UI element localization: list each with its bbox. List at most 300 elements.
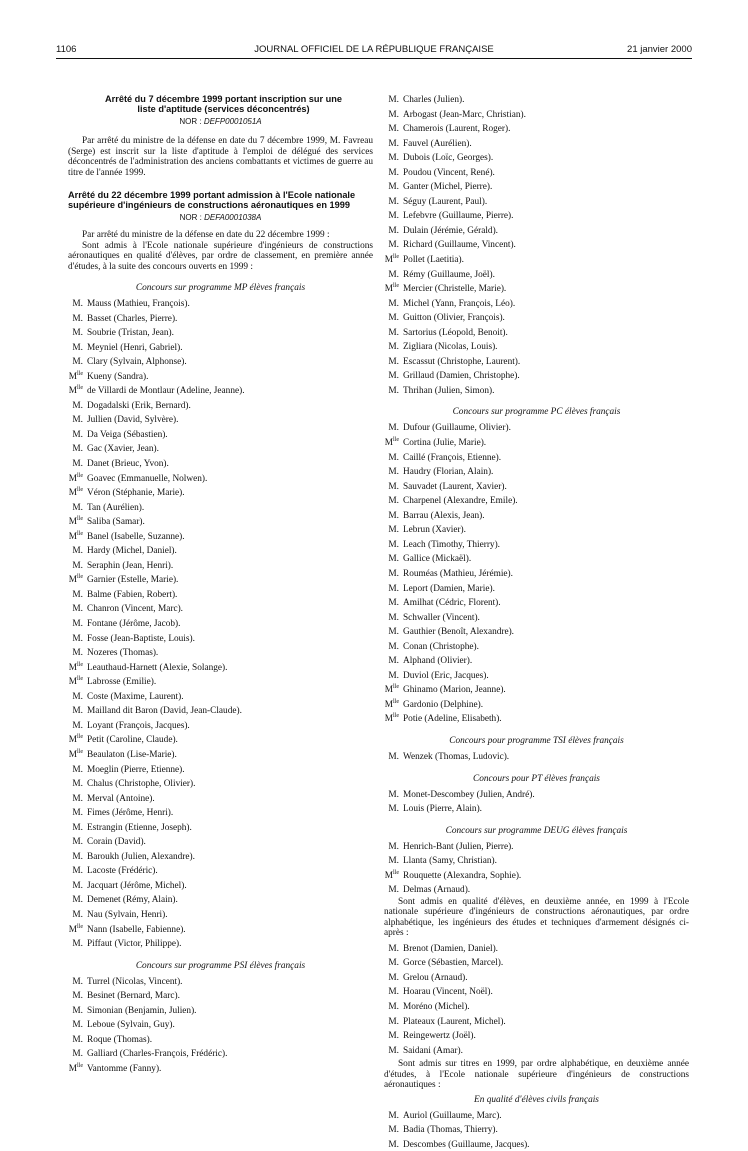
honorific: $M^{lle}$: [68, 472, 83, 484]
list-item: [384, 493, 689, 508]
honorific: M.: [388, 1110, 399, 1121]
person-name: Chanron (Vincent, Marc).: [87, 604, 183, 615]
list-item: [68, 441, 373, 456]
person-name: Brenot (Damien, Daniel).: [403, 943, 499, 954]
person-name: Schwaller (Vincent).: [403, 612, 480, 623]
page-header: [56, 44, 692, 58]
honorific: $M^{lle}$: [68, 661, 83, 673]
person-name: Arbogast (Jean-Marc, Christian).: [403, 109, 526, 120]
list-item: [68, 529, 373, 544]
honorific: $M^{lle}$: [68, 734, 83, 746]
list-item: [384, 252, 689, 267]
honorific: M.: [72, 430, 83, 441]
person-name: Kueny (Sandra).: [87, 371, 149, 382]
list-item: [384, 267, 689, 282]
person-name: Cortina (Julie, Marie).: [403, 438, 487, 449]
honorific: M.: [388, 481, 399, 492]
person-name: Badia (Thomas, Thierry).: [403, 1125, 498, 1136]
person-name: Rouméas (Mathieu, Jérémie).: [403, 569, 513, 580]
nor-code: DEFA0001038A: [204, 213, 262, 222]
honorific: M.: [72, 851, 83, 862]
person-name: Lefebvre (Guillaume, Pierre).: [403, 211, 514, 222]
honorific: M.: [388, 510, 399, 521]
list-item: [68, 587, 373, 602]
honorific: M.: [388, 1045, 399, 1056]
honorific: M.: [388, 182, 399, 193]
person-name: Clary (Sylvain, Alphonse).: [87, 357, 187, 368]
person-name: Hoarau (Vincent, Noël).: [403, 987, 493, 998]
list-item: [384, 551, 689, 566]
honorific: M.: [388, 598, 399, 609]
list-item: [384, 107, 689, 122]
list-item: [384, 595, 689, 610]
person-name: Leboue (Sylvain, Guy).: [87, 1020, 175, 1031]
list-item: [68, 834, 373, 849]
person-name: Thrihan (Julien, Simon).: [403, 386, 495, 397]
person-name: Dogadalski (Erik, Bernard).: [87, 400, 191, 411]
honorific: M.: [388, 386, 399, 397]
list-item: [384, 787, 689, 802]
list-item: [384, 223, 689, 238]
honorific: $M^{lle}$: [68, 1062, 83, 1074]
list-item: [68, 849, 373, 864]
honorific: M.: [388, 196, 399, 207]
honorific: M.: [388, 539, 399, 550]
journal-title: JOURNAL OFFICIEL DE LA RÉPUBLIQUE FRANÇAISE: [254, 44, 494, 55]
list-item: [384, 179, 689, 194]
person-name: Gardonio (Delphine).: [403, 699, 484, 710]
list-item: [68, 878, 373, 893]
person-name: Hardy (Michel, Daniel).: [87, 546, 177, 557]
list-item: [68, 412, 373, 427]
arrete1-body: Par arrêté du ministre de la défense en date du 7 décembre 1999, M. Favreau (Serge) est inscrit sur la liste d'aptitude à l'emploi de délégué des services déconcentrés de l'administration des anciens combattants et victimes de guerre au titre de l'année 1999.: [68, 136, 373, 178]
person-name: Barrau (Alexis, Jean).: [403, 510, 485, 521]
honorific: M.: [72, 976, 83, 987]
person-name: Gauthier (Benoît, Alexandre).: [403, 627, 515, 638]
second-year-paragraph: Sont admis en qualité d'élèves, en deuxième année, en 1999 à l'Ecole nationale supérieure d'ingénieurs de constructions aéronautiques, par ordre alphabétique, les ingénieurs des études et techniques d'armement désignés ci-après :: [384, 896, 689, 939]
honorific: M.: [388, 670, 399, 681]
list-item: [384, 281, 689, 296]
person-name: Mercier (Christelle, Marie).: [403, 284, 507, 295]
honorific: $M^{lle}$: [68, 370, 83, 382]
arrete2-intro2: Sont admis à l'Ecole nationale supérieure d'ingénieurs de constructions aéronautiques en qualité d'élèves, par ordre de classement, en première année d'études, à la suite des concours ouverts en 1999 :: [68, 240, 373, 272]
honorific: M.: [72, 793, 83, 804]
list-item: [384, 121, 689, 136]
person-name: Moeglin (Pierre, Etienne).: [87, 764, 185, 775]
honorific: M.: [72, 328, 83, 339]
list-item: [68, 936, 373, 951]
honorific: $M^{lle}$: [68, 923, 83, 935]
honorific: M.: [388, 371, 399, 382]
pt-heading: Concours pour PT élèves français: [473, 773, 600, 784]
person-name: Fontane (Jérôme, Jacob).: [87, 619, 181, 630]
honorific: M.: [388, 226, 399, 237]
person-name: Potie (Adeline, Elisabeth).: [403, 714, 502, 725]
person-name: Balme (Fabien, Robert).: [87, 590, 178, 601]
person-name: Turrel (Nicolas, Vincent).: [87, 976, 183, 987]
list-item: [384, 310, 689, 325]
person-name: Delmas (Arnaud).: [403, 885, 471, 896]
person-name: Leauthaud-Harnett (Alexie, Solange).: [87, 662, 228, 673]
list-item: [384, 970, 689, 985]
person-name: Garnier (Estelle, Marie).: [87, 575, 179, 586]
honorific: M.: [72, 691, 83, 702]
titres-paragraph: Sont admis sur titres en 1999, par ordre alphabétique, en deuxième année d'études, à l'Ecole nationale supérieure d'ingénieurs de constructions aéronautiques :: [384, 1059, 689, 1091]
deug-list: [384, 839, 689, 897]
honorific: M.: [72, 633, 83, 644]
honorific: M.: [72, 866, 83, 877]
person-name: Demenet (Rémy, Alain).: [87, 895, 178, 906]
person-name: Descombes (Guillaume, Jacques).: [403, 1139, 530, 1150]
person-name: Estrangin (Etienne, Joseph).: [87, 822, 192, 833]
person-name: Galliard (Charles-François, Frédéric).: [87, 1049, 228, 1060]
honorific: M.: [388, 569, 399, 580]
list-item: [384, 136, 689, 151]
list-item: [384, 508, 689, 523]
person-name: Sartorius (Léopold, Benoit).: [403, 327, 508, 338]
honorific: M.: [72, 604, 83, 615]
list-item: [384, 435, 689, 450]
person-name: Llanta (Samy, Christian).: [403, 856, 497, 867]
honorific: M.: [72, 837, 83, 848]
list-item: [68, 485, 373, 500]
honorific: $M^{lle}$: [384, 254, 399, 266]
honorific: M.: [72, 991, 83, 1002]
nor-label: NOR :: [179, 213, 202, 222]
person-name: Fimes (Jérôme, Henri).: [87, 808, 174, 819]
page-number: 1106: [56, 44, 77, 55]
person-name: Saidani (Amar).: [403, 1045, 463, 1056]
honorific: M.: [388, 356, 399, 367]
list-item: [68, 732, 373, 747]
person-name: Grelou (Arnaud).: [403, 972, 468, 983]
person-name: Nozeres (Thomas).: [87, 648, 159, 659]
list-item: [384, 325, 689, 340]
honorific: M.: [388, 641, 399, 652]
honorific: M.: [388, 554, 399, 565]
list-item: [68, 762, 373, 777]
honorific: M.: [72, 822, 83, 833]
list-item: [384, 368, 689, 383]
list-item: [68, 660, 373, 675]
honorific: M.: [388, 841, 399, 852]
list-item: [384, 882, 689, 897]
mp-heading: Concours sur programme MP élèves français: [135, 283, 306, 293]
honorific: M.: [388, 1031, 399, 1042]
honorific: M.: [72, 880, 83, 891]
list-item: [384, 464, 689, 479]
arrete1-title: Arrêté du 7 décembre 1999 portant inscription sur une liste d'aptitude (services déconcentrés): [105, 94, 342, 114]
honorific: M.: [388, 612, 399, 623]
list-item: [384, 296, 689, 311]
list-item: [68, 616, 373, 631]
honorific: M.: [72, 895, 83, 906]
honorific: M.: [72, 1005, 83, 1016]
person-name: Da Veiga (Sébastien).: [87, 430, 168, 441]
person-name: Jacquart (Jérôme, Michel).: [87, 880, 187, 891]
honorific: M.: [72, 299, 83, 310]
list-item: [68, 1017, 373, 1032]
person-name: Jullien (David, Sylvère).: [87, 415, 179, 426]
honorific: M.: [72, 502, 83, 513]
person-name: Basset (Charles, Pierre).: [87, 313, 178, 324]
person-name: Dufour (Guillaume, Olivier).: [403, 423, 511, 434]
person-name: Séguy (Laurent, Paul).: [403, 196, 488, 207]
honorific: M.: [72, 1020, 83, 1031]
honorific: M.: [72, 546, 83, 557]
honorific: M.: [388, 211, 399, 222]
person-name: Charpenel (Alexandre, Emile).: [403, 496, 518, 507]
list-item: [384, 868, 689, 883]
list-item: [384, 624, 689, 639]
list-item: [384, 801, 689, 816]
person-name: Gac (Xavier, Jean).: [87, 444, 159, 455]
honorific: M.: [388, 958, 399, 969]
person-name: Goavec (Emmanuelle, Nolwen).: [87, 473, 208, 484]
list-item: [384, 653, 689, 668]
list-item: [68, 631, 373, 646]
honorific: M.: [388, 583, 399, 594]
list-item: [68, 1061, 373, 1076]
list-item: [384, 941, 689, 956]
left-column: [68, 94, 373, 1075]
list-item: [68, 645, 373, 660]
honorific: M.: [388, 269, 399, 280]
honorific: M.: [388, 124, 399, 135]
list-item: [68, 1003, 373, 1018]
person-name: Auriol (Guillaume, Marc).: [403, 1110, 502, 1121]
honorific: M.: [72, 720, 83, 731]
honorific: M.: [388, 342, 399, 353]
list-item: [68, 500, 373, 515]
list-item: [384, 581, 689, 596]
list-item: [68, 974, 373, 989]
list-item: [68, 369, 373, 384]
mp-list: [68, 296, 373, 951]
person-name: Loyant (François, Jacques).: [87, 720, 190, 731]
list-item: [384, 208, 689, 223]
list-item: [68, 776, 373, 791]
list-item: [384, 522, 689, 537]
list-item: [68, 1032, 373, 1047]
honorific: M.: [388, 109, 399, 120]
honorific: M.: [72, 313, 83, 324]
list-item: [68, 398, 373, 413]
honorific: M.: [388, 496, 399, 507]
list-item: [384, 668, 689, 683]
list-item: [384, 853, 689, 868]
list-item: [384, 354, 689, 369]
list-item: [68, 791, 373, 806]
second-year-list: [384, 941, 689, 1057]
person-name: Seraphin (Jean, Henri).: [87, 560, 174, 571]
list-item: [384, 1043, 689, 1058]
list-item: [68, 820, 373, 835]
list-item: [68, 383, 373, 398]
list-item: [68, 543, 373, 558]
list-item: [68, 892, 373, 907]
list-item: [384, 237, 689, 252]
list-item: [384, 1122, 689, 1137]
person-name: Fosse (Jean-Baptiste, Louis).: [87, 633, 195, 644]
list-item: [384, 697, 689, 712]
honorific: M.: [72, 1034, 83, 1045]
person-name: Sauvadet (Laurent, Xavier).: [403, 481, 507, 492]
honorific: M.: [72, 459, 83, 470]
honorific: M.: [388, 240, 399, 251]
list-item: [68, 325, 373, 340]
person-name: Michel (Yann, François, Léo).: [403, 298, 516, 309]
person-name: Ghinamo (Marion, Jeanne).: [403, 685, 506, 696]
right-column: [384, 92, 689, 1151]
person-name: Roque (Thomas).: [87, 1034, 153, 1045]
list-item: [384, 339, 689, 354]
honorific: M.: [72, 648, 83, 659]
person-name: Banel (Isabelle, Suzanne).: [87, 531, 185, 542]
person-name: Rémy (Guillaume, Joël).: [403, 269, 495, 280]
pc-heading: Concours sur programme PC élèves français: [452, 407, 621, 418]
person-name: Merval (Antoine).: [87, 793, 155, 804]
honorific: M.: [72, 764, 83, 775]
pt-list: [384, 787, 689, 816]
tsi-list: [384, 749, 689, 764]
person-name: Tan (Aurélien).: [87, 502, 145, 513]
list-item: [68, 514, 373, 529]
person-name: Chalus (Christophe, Olivier).: [87, 779, 196, 790]
honorific: M.: [388, 1125, 399, 1136]
honorific: M.: [388, 1139, 399, 1150]
honorific: $M^{lle}$: [384, 684, 399, 696]
person-name: Pollet (Laetitia).: [403, 255, 464, 266]
list-item: [384, 639, 689, 654]
person-name: Danet (Brieuc, Yvon).: [87, 459, 169, 470]
person-name: Monet-Descombey (Julien, André).: [403, 789, 535, 800]
list-item: [68, 747, 373, 762]
person-name: Baroukh (Julien, Alexandre).: [87, 851, 195, 862]
list-item: [68, 558, 373, 573]
list-item: [384, 682, 689, 697]
honorific: M.: [388, 789, 399, 800]
person-name: Conan (Christophe).: [403, 641, 479, 652]
honorific: M.: [388, 987, 399, 998]
list-item: [68, 922, 373, 937]
honorific: $M^{lle}$: [68, 487, 83, 499]
arrete1-nor: [68, 117, 373, 126]
person-name: Piffaut (Victor, Philippe).: [87, 939, 182, 950]
arrete2-nor: [68, 213, 373, 222]
person-name: Charles (Julien).: [403, 95, 465, 106]
header-rule: [56, 58, 692, 59]
honorific: M.: [72, 779, 83, 790]
person-name: Coste (Maxime, Laurent).: [87, 691, 184, 702]
list-item: [384, 1028, 689, 1043]
list-item: [384, 383, 689, 398]
person-name: Saliba (Samar).: [87, 517, 145, 528]
person-name: Moréno (Michel).: [403, 1002, 470, 1013]
person-name: Louis (Pierre, Alain).: [403, 804, 483, 815]
arrete2-intro1: Par arrêté du ministre de la défense en date du 22 décembre 1999 :: [82, 230, 330, 240]
list-item: [68, 572, 373, 587]
person-name: Vantomme (Fanny).: [87, 1063, 162, 1074]
tsi-heading: Concours pour programme TSI élèves français: [449, 735, 624, 746]
list-item: [384, 984, 689, 999]
honorific: $M^{lle}$: [384, 869, 399, 881]
list-item: [68, 805, 373, 820]
honorific: $M^{lle}$: [384, 283, 399, 295]
list-item: [384, 839, 689, 854]
person-name: Nau (Sylvain, Henri).: [87, 910, 168, 921]
person-name: Soubrie (Tristan, Jean).: [87, 328, 174, 339]
honorific: M.: [388, 138, 399, 149]
list-item: [384, 610, 689, 625]
list-item: [68, 703, 373, 718]
person-name: Caillé (François, Etienne).: [403, 452, 502, 463]
list-item: [68, 988, 373, 1003]
list-item: [68, 601, 373, 616]
honorific: M.: [388, 298, 399, 309]
list-item: [384, 999, 689, 1014]
person-name: Richard (Guillaume, Vincent).: [403, 240, 516, 251]
psi-list-right: [384, 92, 689, 397]
honorific: $M^{lle}$: [68, 748, 83, 761]
person-name: Duviol (Eric, Jacques).: [403, 670, 489, 681]
psi-list-left: [68, 974, 373, 1076]
person-name: Mailland dit Baron (David, Jean-Claude).: [87, 706, 242, 717]
person-name: Chamerois (Laurent, Roger).: [403, 124, 511, 135]
person-name: Amilhat (Cédric, Florent).: [403, 598, 501, 609]
honorific: M.: [388, 627, 399, 638]
titres-list: [384, 1108, 689, 1151]
honorific: M.: [388, 95, 399, 106]
list-item: [384, 450, 689, 465]
honorific: M.: [388, 804, 399, 815]
person-name: Plateaux (Laurent, Michel).: [403, 1016, 506, 1027]
honorific: M.: [388, 467, 399, 478]
person-name: Wenzek (Thomas, Ludovic).: [403, 752, 510, 763]
list-item: [384, 1108, 689, 1123]
list-item: [384, 1137, 689, 1151]
list-item: [384, 537, 689, 552]
honorific: $M^{lle}$: [68, 676, 83, 688]
list-item: [384, 955, 689, 970]
psi-heading: Concours sur programme PSI élèves français: [135, 960, 306, 971]
deug-heading: Concours sur programme DEUG élèves français: [445, 825, 628, 836]
honorific: M.: [388, 1002, 399, 1013]
honorific: M.: [72, 342, 83, 353]
person-name: Rouquette (Alexandra, Sophie).: [403, 870, 522, 881]
person-name: Véron (Stéphanie, Marie).: [87, 488, 185, 499]
honorific: M.: [72, 444, 83, 455]
list-item: [384, 749, 689, 764]
honorific: M.: [388, 452, 399, 463]
person-name: de Villardi de Montlaur (Adeline, Jeanne).: [87, 386, 245, 397]
arrete2-title: Arrêté du 22 décembre 1999 portant admission à l'Ecole nationale supérieure d'ingénieurs de constructions aéronautiques en 1999: [68, 190, 356, 210]
list-item: [68, 311, 373, 326]
honorific: $M^{lle}$: [68, 530, 83, 542]
list-item: [68, 689, 373, 704]
nor-label: NOR :: [179, 117, 202, 126]
honorific: M.: [388, 153, 399, 164]
person-name: Leach (Timothy, Thierry).: [403, 539, 500, 550]
list-item: [68, 354, 373, 369]
person-name: Leport (Damien, Marie).: [403, 583, 495, 594]
list-item: [384, 150, 689, 165]
person-name: Poudou (Vincent, René).: [403, 167, 495, 178]
person-name: Labrosse (Emilie).: [87, 677, 157, 688]
person-name: Haudry (Florian, Alain).: [403, 467, 494, 478]
honorific: M.: [388, 525, 399, 536]
honorific: M.: [388, 167, 399, 178]
